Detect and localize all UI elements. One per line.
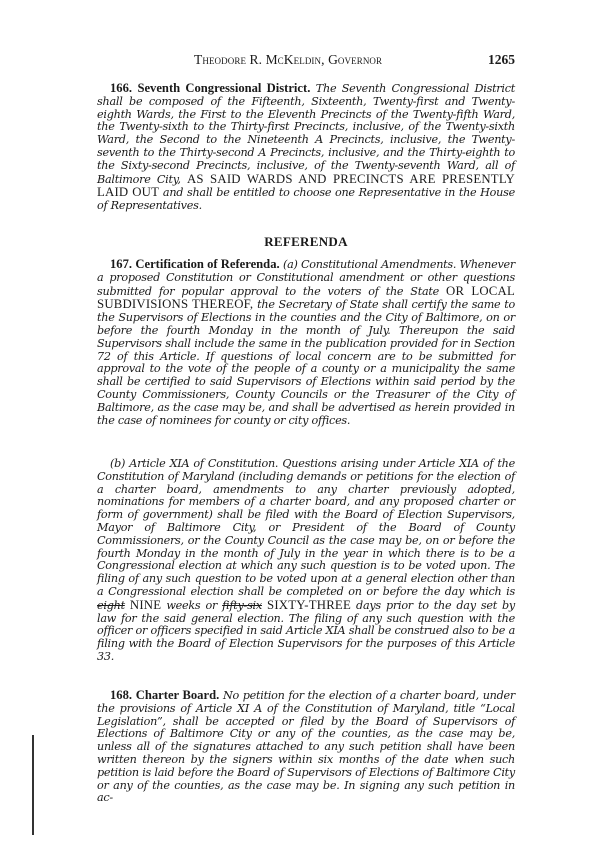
inserted-word-sixty-three: SIXTY-THREE <box>267 597 351 612</box>
section-167-number: 167. <box>110 257 133 271</box>
struck-word-eight: eight <box>97 598 125 612</box>
subsection-a-text-end: the Secretary of State shall certify the same to the Supervisors of Elections in the counties and the City of Baltimore, on or before the fourth Monday in the month of July. Thereupon the said Supervisors shall include the same in the publication provided for in Section 72 of this Article. If questions of local concern are to be submitted for approval to the vote of the people of a county or a municipality the same shall be certified to said Supervisors of Elections within said period by the County Commissioners, County Councils or the Treasurer of the City of Baltimore, as the case may be, and shall be advertised as herein provided in the case of nominees for county or city offices. <box>97 298 515 427</box>
subsection-b-label: (b) Article XIA of Constitution. <box>110 457 279 470</box>
subsection-a-text: Whenever a proposed Constitution or Constitutional amendment or other questions submitted for popular approval to the voters of the State <box>97 258 516 298</box>
subsection-b-text-3: days prior to the day set by law for the said general election. The filing of any such question with the officer or officers specified in said Article XIA shall be construed also to be a filing with the Board of Election Supervisors for the purposes of this Article 33. <box>97 598 515 663</box>
section-166 <box>97 82 515 213</box>
division-heading-referenda: REFERENDA <box>264 234 348 249</box>
subsection-b-text: Questions arising under Article XIA of the Constitution of Maryland (including demands or petitions for the election of a charter board, amendments to any charter previously adopted, nominations for members of a charter board, and any proposed charter or form of government) shall be filed with the Board of Election Supervisors, Mayor of Baltimore City, or President of the Board of County Commissioners, or the County Council as the case may be, on or before the fourth Monday in the month of July in the year in which there is to be a Congressional election at which any such question is to be voted upon. The filing of any such question to be voted upon at a general election other than a Congressional election shall be completed on or before the day which is <box>97 457 516 598</box>
struck-word-fifty-six: fifty-six <box>222 598 262 612</box>
margin-rule <box>32 735 34 835</box>
section-167b <box>97 458 515 664</box>
section-166-text: The Seventh Congressional District shall be composed of the Fifteenth, Sixteenth, Twenty-first and Twenty-eighth Wards, the First to the Eleventh Precincts of the Twenty-fifth Ward, the Twenty-sixth to the Thirty-first Precincts, inclusive, of the Twenty-sixth Ward, the Second to the Nineteenth A Precincts, inclusive, the Twenty-seventh to the Thirty-second A Precincts, inclusive, and the Thirty-eighth to the Sixty-second Precincts, inclusive, of the Twenty-seventh Ward, all of Baltimore City, <box>97 82 515 186</box>
section-168-text: No petition for the election of a charter board, under the provisions of Article XI A of the Constitution of Maryland, title “Local Legislation”, shall be accepted or filed by the Board of Supervisors of Elections of Baltimore City or any of the counties, as the case may be, unless all of the signatures attached to any such petition shall have been written thereon by the signers within six months of the date when such petition is laid before the Board of Supervisors of Elections of Baltimore City or any of the counties, as the case may be. In signing any such petition in ac- <box>97 689 516 805</box>
subsection-a-caps-insert: OR LOCAL SUBDIVISIONS THEREOF, <box>97 283 515 312</box>
running-head <box>97 52 515 68</box>
subsection-a-label: (a) Constitutional Amendments. <box>282 258 457 271</box>
subsection-b-text-2: weeks or <box>166 598 218 612</box>
section-166-text-end: and shall be entitled to choose one Representative in the House of Representatives. <box>97 186 515 213</box>
section-166-heading: Seventh Congressional District. <box>137 81 311 95</box>
section-168-heading: Charter Board. <box>135 688 220 702</box>
section-168 <box>97 689 515 805</box>
section-166-number: 166. <box>110 81 133 95</box>
section-167a <box>97 258 515 427</box>
section-166-caps-insert: AS SAID WARDS AND PRECINCTS ARE PRESENTLY LAID OUT <box>97 171 516 200</box>
running-head-title: Theodore R. McKeldin, Governor <box>194 52 383 67</box>
section-168-number: 168. <box>110 688 133 702</box>
page-number: 1265 <box>488 52 515 67</box>
section-167-heading: Certification of Referenda. <box>135 257 280 271</box>
inserted-word-nine: NINE <box>129 597 162 612</box>
